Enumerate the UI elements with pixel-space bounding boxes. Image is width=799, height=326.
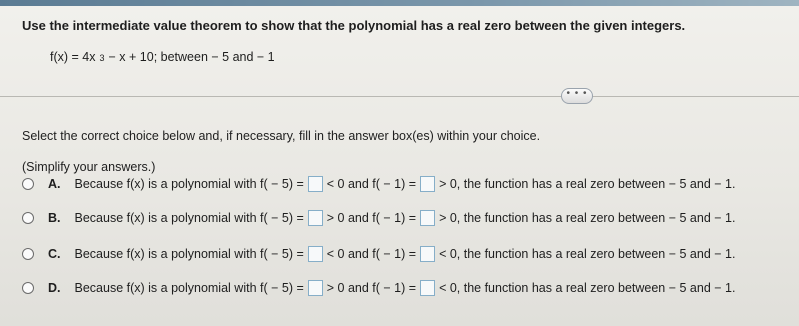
choice-b-radio[interactable] — [22, 212, 34, 224]
choice-d-lead: Because f(x) is a polynomial with f( − 5) = — [74, 281, 304, 295]
choice-b-f-minus5-input[interactable] — [308, 210, 323, 226]
choice-a-f-minus1-input[interactable] — [420, 176, 435, 192]
function-expression — [50, 50, 275, 64]
function-exponent: 3 — [99, 53, 105, 63]
choice-d-f-minus5-input[interactable] — [308, 280, 323, 296]
choice-a[interactable] — [22, 176, 735, 192]
choice-a-tail: > 0, the function has a real zero between − 5 and − 1. — [439, 177, 736, 191]
function-lhs: f(x) = 4x — [50, 50, 96, 64]
choice-d-f-minus1-input[interactable] — [420, 280, 435, 296]
choice-d-radio[interactable] — [22, 282, 34, 294]
choice-d-mid: > 0 and f( − 1) = — [326, 281, 417, 295]
choice-b-mid: > 0 and f( − 1) = — [326, 211, 417, 225]
simplify-note: (Simplify your answers.) — [22, 160, 156, 174]
function-rhs: − x + 10; between − 5 and − 1 — [108, 50, 275, 64]
choice-c-lead: Because f(x) is a polynomial with f( − 5) = — [74, 247, 304, 261]
choice-b[interactable] — [22, 210, 735, 226]
choice-b-f-minus1-input[interactable] — [420, 210, 435, 226]
choice-a-lead: Because f(x) is a polynomial with f( − 5) = — [74, 177, 304, 191]
question-prompt: Use the intermediate value theorem to show that the polynomial has a real zero between the given integers. — [22, 18, 686, 33]
choice-a-letter: A. — [48, 177, 61, 191]
choice-a-f-minus5-input[interactable] — [308, 176, 323, 192]
choice-b-letter: B. — [48, 211, 61, 225]
choice-c[interactable] — [22, 246, 735, 262]
choice-d[interactable] — [22, 280, 735, 296]
instructions-text: Select the correct choice below and, if necessary, fill in the answer box(es) within your choice. — [22, 129, 541, 143]
choice-b-tail: > 0, the function has a real zero between − 5 and − 1. — [439, 211, 736, 225]
choice-d-letter: D. — [48, 281, 61, 295]
choice-c-mid: < 0 and f( − 1) = — [326, 247, 417, 261]
section-divider — [0, 96, 799, 97]
choice-a-mid: < 0 and f( − 1) = — [326, 177, 417, 191]
choice-c-f-minus5-input[interactable] — [308, 246, 323, 262]
choice-c-letter: C. — [48, 247, 61, 261]
question-page — [0, 6, 799, 326]
choice-a-radio[interactable] — [22, 178, 34, 190]
choice-d-tail: < 0, the function has a real zero between − 5 and − 1. — [439, 281, 736, 295]
choice-c-tail: < 0, the function has a real zero between − 5 and − 1. — [439, 247, 736, 261]
more-options-button[interactable]: • • • — [561, 88, 593, 104]
choice-c-radio[interactable] — [22, 248, 34, 260]
choice-c-f-minus1-input[interactable] — [420, 246, 435, 262]
choice-b-lead: Because f(x) is a polynomial with f( − 5) = — [74, 211, 304, 225]
